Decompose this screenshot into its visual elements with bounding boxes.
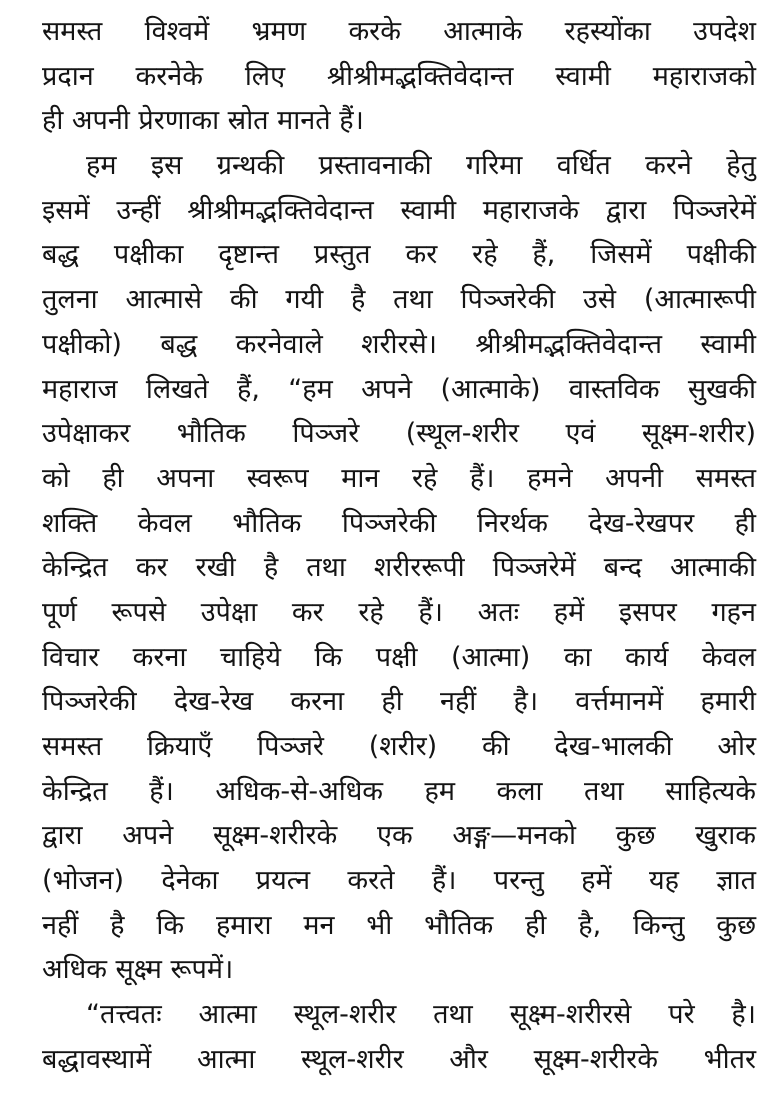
text-line: समस्त क्रियाएँ पिञ्जरे (शरीर) की देख-भालकी ओर — [42, 731, 756, 762]
text-line: शक्ति केवल भौतिक पिञ्जरेकी निरर्थक देख-रेखपर ही — [42, 507, 756, 539]
text-line: बद्धावस्थामें आत्मा स्थूल-शरीर और सूक्ष्म-शरीरके भीतर — [42, 1043, 756, 1075]
text-line: प्रदान करनेके लिए श्रीश्रीमद्भक्तिवेदान्त स्वामी महाराजको — [42, 60, 756, 92]
text-line: नहीं है कि हमारा मन भी भौतिक ही है, किन्तु कुछ — [42, 909, 756, 941]
text-line: केन्द्रित कर रखी है तथा शरीररूपी पिञ्जरेमें बन्द आत्माकी — [42, 552, 756, 584]
paragraph — [42, 10, 756, 144]
paragraph — [42, 993, 756, 1082]
paragraph — [42, 144, 756, 993]
text-line: इसमें उन्हीं श्रीश्रीमद्भक्तिवेदान्त स्वामी महाराजके द्वारा पिञ्जरेमें — [42, 194, 756, 226]
text-line: अधिक सूक्ष्म रूपमें। — [42, 954, 234, 986]
text-line: को ही अपना स्वरूप मान रहे हैं। हमने अपनी समस्त — [42, 462, 756, 494]
text-line: (भोजन) देनेका प्रयत्न करते हैं। परन्तु हमें यह ज्ञात — [42, 865, 756, 897]
document-page — [42, 0, 756, 1083]
text-line: तुलना आत्मासे की गयी है तथा पिञ्जरेकी उसे (आत्मारूपी — [42, 284, 756, 316]
text-line: पूर्ण रूपसे उपेक्षा कर रहे हैं। अतः हमें इसपर गहन — [42, 596, 756, 628]
text-line: हम इस ग्रन्थकी प्रस्तावनाकी गरिमा वर्धित करने हेतु — [86, 150, 756, 182]
text-line: विचार करना चाहिये कि पक्षी (आत्मा) का कार्य केवल — [42, 641, 756, 673]
text-line: महाराज लिखते हैं, “हम अपने (आत्माके) वास्तविक सुखकी — [42, 373, 756, 405]
text-line: द्वारा अपने सूक्ष्म-शरीरके एक अङ्ग—मनको कुछ खुराक — [42, 820, 756, 852]
text-line: पक्षीको) बद्ध करनेवाले शरीरसे। श्रीश्रीमद्भक्तिवेदान्त स्वामी — [42, 328, 756, 360]
text-line: ही अपनी प्रेरणाका स्रोत मानते हैं। — [42, 105, 364, 137]
text-line: समस्त विश्वमें भ्रमण करके आत्माके रहस्योंका उपदेश — [42, 16, 756, 47]
text-line: उपेक्षाकर भौतिक पिञ्जरे (स्थूल-शरीर एवं सूक्ष्म-शरीर) — [42, 418, 756, 450]
text-line: पिञ्जरेकी देख-रेख करना ही नहीं है। वर्त्तमानमें हमारी — [42, 686, 756, 718]
text-line: केन्द्रित हैं। अधिक-से-अधिक हम कला तथा साहित्यके — [42, 775, 756, 807]
text-line: बद्ध पक्षीका दृष्टान्त प्रस्तुत कर रहे हैं, जिसमें पक्षीकी — [42, 239, 756, 271]
text-line: “तत्त्वतः आत्मा स्थूल-शरीर तथा सूक्ष्म-शरीरसे परे है। — [86, 999, 756, 1031]
